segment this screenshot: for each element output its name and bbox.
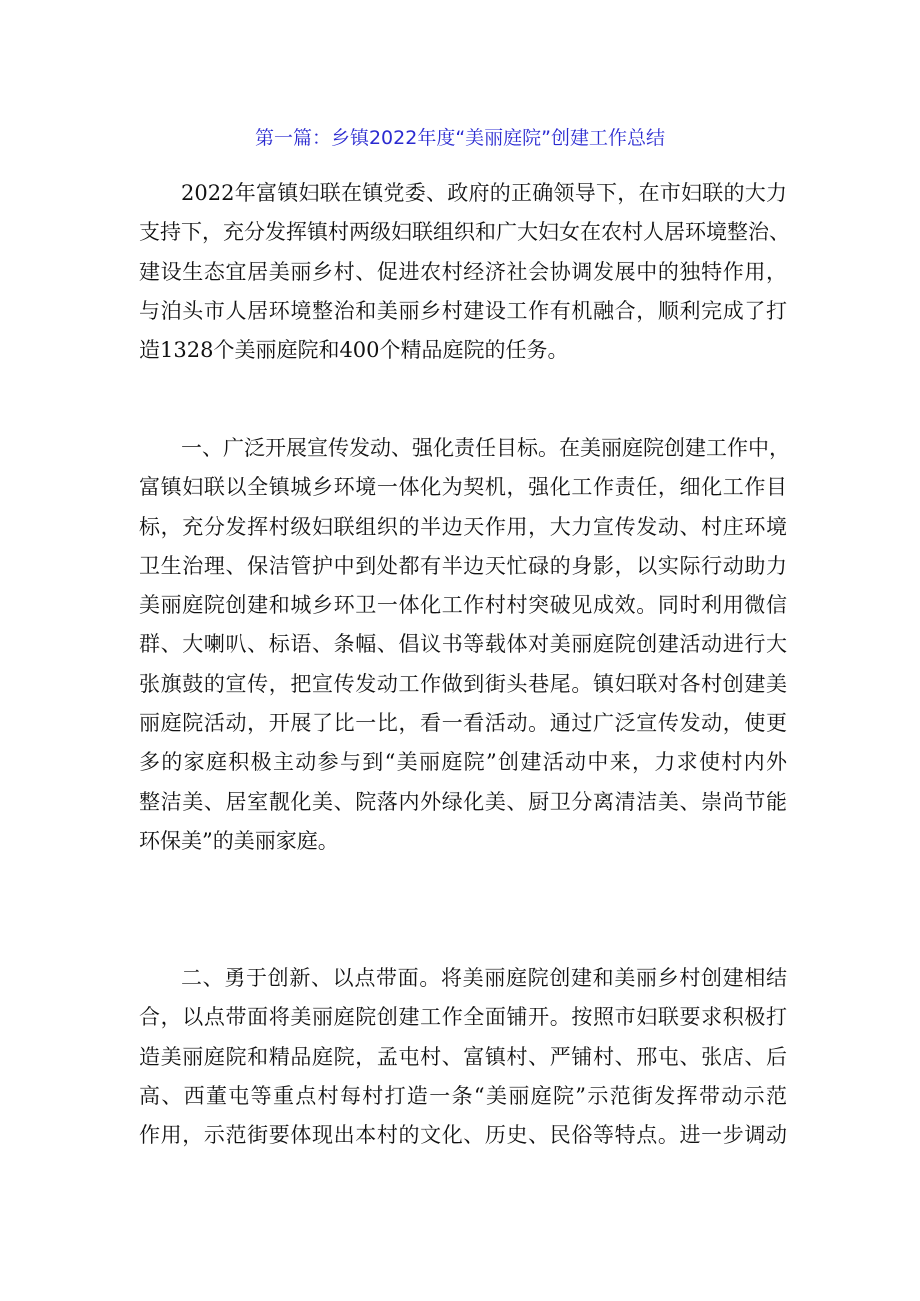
text-line: 整洁美、居室靓化美、院落内外绿化美、厨卫分离清洁美、崇尚节能 — [139, 789, 787, 814]
text-line: 二、勇于创新、以点带面。将美丽庭院创建和美丽乡村创建相结 — [181, 966, 787, 990]
text-line: 作用，示范街要体现出本村的文化、历史、民俗等特点。进一步调动 — [139, 1123, 787, 1148]
text-line: 美丽庭院创建和城乡环卫一体化工作村村突破见成效。同时利用微信 — [139, 593, 787, 618]
text-line: 多的家庭积极主动参与到“美丽庭院”创建活动中来，力求使村内外 — [139, 750, 787, 775]
text-line: 富镇妇联以全镇城乡环境一体化为契机，强化工作责任，细化工作目 — [139, 475, 787, 500]
text-line: 合，以点带面将美丽庭院创建工作全面铺开。按照市妇联要求积极打 — [139, 1005, 787, 1030]
text-line: 与泊头市人居环境整治和美丽乡村建设工作有机融合，顺利完成了打 — [139, 298, 787, 323]
paragraph-section-2 — [139, 959, 787, 1155]
text-line: 高、西董屯等重点村每村打造一条“美丽庭院”示范街发挥带动示范 — [139, 1083, 787, 1108]
text-line: 标，充分发挥村级妇联组织的半边天作用，大力宣传发动、村庄环境 — [139, 514, 787, 539]
paragraph-intro — [139, 174, 790, 370]
text-line: 一、广泛开展宣传发动、强化责任目标。在美丽庭院创建工作中， — [181, 436, 790, 460]
text-line: 2022年富镇妇联在镇党委、政府的正确领导下，在市妇联的大力 — [181, 181, 787, 205]
text-line: 造1328个美丽庭院和400个精品庭院的任务。 — [139, 338, 569, 363]
document-title: 第一篇：乡镇2022年度“美丽庭院”创建工作总结 — [254, 127, 666, 149]
paragraph-section-1 — [139, 429, 790, 861]
text-line: 支持下，充分发挥镇村两级妇联组织和广大妇女在农村人居环境整治、 — [139, 220, 790, 245]
text-line: 丽庭院活动，开展了比一比，看一看活动。通过广泛宣传发动，使更 — [139, 711, 787, 736]
text-line: 张旗鼓的宣传，把宣传发动工作做到街头巷尾。镇妇联对各村创建美 — [139, 671, 787, 696]
text-line: 卫生治理、保洁管护中到处都有半边天忙碌的身影，以实际行动助力 — [139, 553, 787, 578]
text-line: 群、大喇叭、标语、条幅、倡议书等载体对美丽庭院创建活动进行大 — [139, 632, 787, 657]
text-line: 环保美”的美丽家庭。 — [139, 828, 339, 853]
text-line: 造美丽庭院和精品庭院，孟屯村、富镇村、严铺村、邢屯、张店、后 — [139, 1044, 787, 1069]
text-line: 建设生态宜居美丽乡村、促进农村经济社会协调发展中的独特作用， — [139, 259, 787, 284]
